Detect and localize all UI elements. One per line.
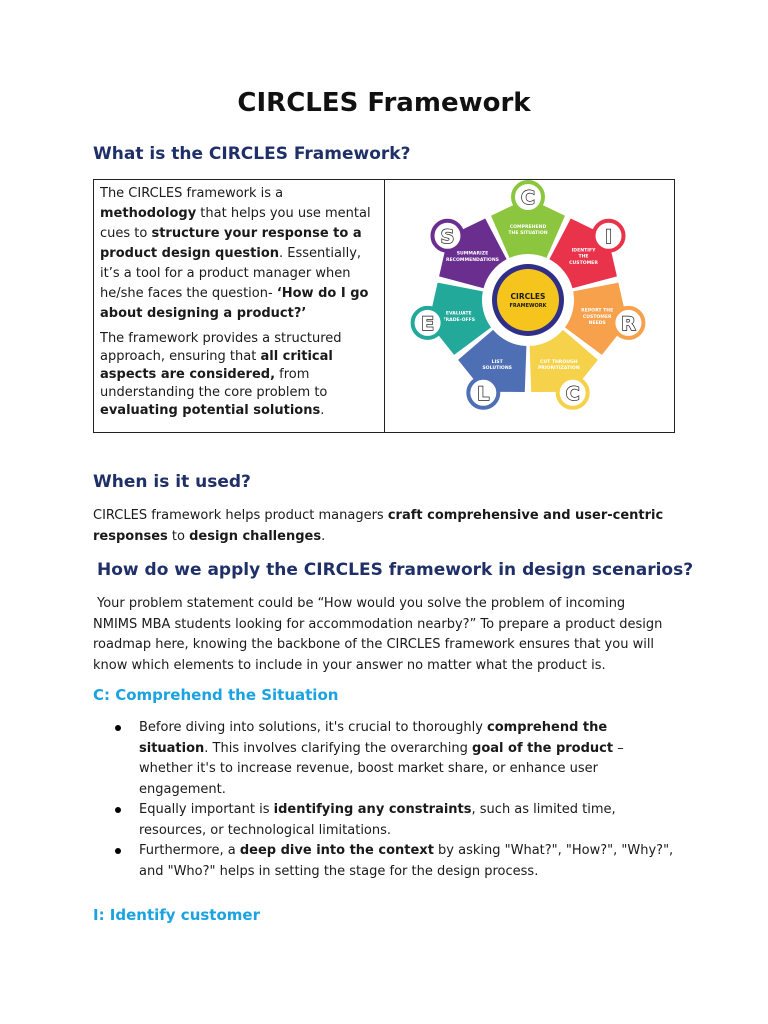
intro-paragraph-1 — [100, 184, 376, 324]
list-item — [93, 800, 678, 841]
heading-identify: I: Identify customer — [93, 906, 260, 924]
heading-comprehend: C: Comprehend the Situation — [93, 686, 339, 704]
bold-run: identifying any constraints — [273, 802, 472, 817]
segment-label: THE SITUATION — [508, 231, 548, 237]
letter-r: R — [621, 312, 636, 335]
letter-i: I — [604, 225, 613, 248]
segment-label: RECOMMENDATIONS — [445, 257, 499, 263]
how-paragraph: Your problem statement could be “How would you solve the problem of incoming NMIMS MBA students looking for accommodation nearby?” To prepare a product design roadmap here, knowing the backbone of the CIRCLES framework ensures that you will know which elements to include in your answer no matter what the product is. — [93, 596, 663, 673]
bullet-icon — [115, 807, 121, 813]
letter-e: E — [421, 312, 435, 335]
text-run: . This involves clarifying the overarching — [204, 740, 473, 756]
bullet-icon — [115, 725, 121, 731]
segment-label: CUSTOMER — [569, 261, 598, 267]
text-run: by asking "What?", "How?", "Why?", and "Who?" helps in setting the stage for the design process. — [139, 843, 674, 879]
bold-run: design challenges — [189, 528, 322, 544]
text-run: The CIRCLES framework is a — [100, 186, 284, 201]
when-paragraph — [93, 506, 673, 547]
text-run: Before diving into solutions, it's crucial to thoroughly — [139, 720, 488, 735]
letter-c: C — [521, 187, 535, 209]
segment-label: TRADE-OFFS — [442, 317, 476, 323]
center-label-1: CIRCLES — [510, 292, 546, 301]
text-run: that helps you use mental cues to — [100, 206, 371, 241]
segment-label: LIST — [491, 359, 503, 365]
segment-label: SUMMARIZE — [456, 251, 489, 257]
list-item — [93, 718, 678, 800]
text-run: . — [320, 403, 325, 418]
segment-label: CUSTOMER — [582, 314, 612, 320]
segment-label: REPORT THE — [581, 308, 614, 314]
comprehend-bullets — [93, 718, 678, 882]
letter-c: C — [565, 382, 580, 405]
letter-l: L — [477, 382, 490, 405]
text-run: – whether it's to increase revenue, boost market share, or enhance user engagement. — [139, 740, 624, 797]
text-run: , such as limited time, resources, or technological limitations. — [139, 802, 616, 838]
bullet-icon — [115, 848, 121, 854]
bold-run: evaluating potential solutions — [100, 403, 321, 418]
text-run: . — [321, 528, 326, 544]
bold-run: goal of the product — [472, 740, 614, 756]
segment-label: COMPREHEND — [509, 224, 547, 230]
text-run: . Essentially, it’s a tool for a product manager when he/she faces the question- — [100, 246, 362, 301]
table-divider — [384, 180, 385, 432]
text-run: Furthermore, a — [139, 843, 240, 858]
list-item — [93, 841, 678, 882]
segment-label: EVALUATE — [445, 311, 472, 317]
heading-what-is: What is the CIRCLES Framework? — [93, 144, 411, 164]
heading-when: When is it used? — [93, 472, 251, 492]
intro-text-cell — [100, 184, 376, 426]
segment-label: SOLUTIONS — [482, 366, 512, 372]
segment-label: CUT THROUGH — [540, 359, 578, 365]
text-run: CIRCLES framework helps product managers — [93, 508, 388, 523]
bold-run: methodology — [100, 206, 197, 221]
bold-run: craft comprehensive and user-centric responses — [93, 508, 664, 544]
bold-run: ‘How do I go about designing a product?’ — [100, 286, 369, 321]
text-run: to — [167, 528, 190, 544]
text-run: The framework provides a structured approach, ensuring that — [100, 331, 342, 364]
circles-diagram — [389, 180, 675, 432]
bold-run: comprehend the situation — [139, 720, 608, 756]
text-run: from understanding the core problem to — [100, 367, 328, 400]
heading-how: How do we apply the CIRCLES framework in design scenarios? — [97, 560, 694, 580]
segment-label: IDENTIFY — [571, 248, 596, 254]
center-label-2: FRAMEWORK — [509, 303, 547, 309]
segment-label: PRIORITIZATION — [537, 366, 580, 372]
intro-table — [93, 179, 675, 433]
segment-label: NEEDS — [588, 321, 606, 327]
bold-run: structure your response to a product design question — [100, 226, 362, 261]
text-run: Equally important is — [139, 802, 274, 817]
segment-label: THE — [578, 254, 589, 260]
bold-run: all critical aspects are considered, — [100, 349, 333, 382]
letter-s: S — [440, 225, 455, 248]
page-title: CIRCLES Framework — [237, 88, 531, 118]
bold-run: deep dive into the context — [239, 843, 434, 858]
intro-paragraph-2 — [100, 330, 376, 420]
